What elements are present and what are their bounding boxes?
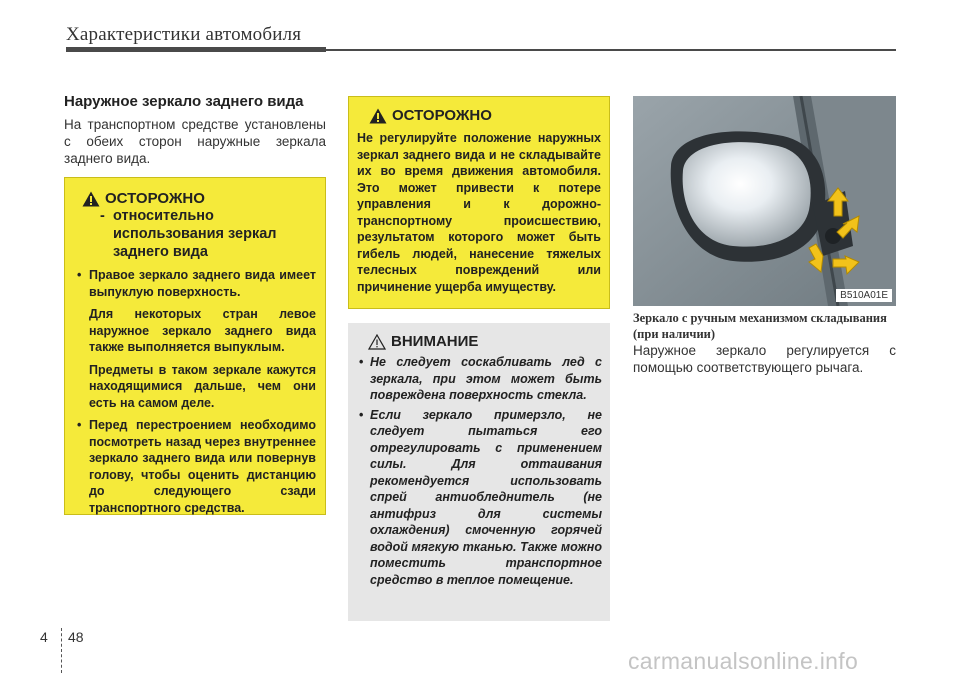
footer-divider (61, 628, 62, 673)
caution-title (368, 333, 602, 350)
caution-triangle-icon (368, 334, 386, 350)
page-number: 48 (68, 629, 84, 645)
warning-subtitle-line2: использования зеркал заднего вида (113, 226, 277, 260)
warning-title-text: ОСТОРОЖНО (392, 107, 492, 124)
figure-caption: Зеркало с ручным механизмом складывания (при наличии) (633, 311, 887, 341)
bullet-icon: • (77, 268, 82, 282)
list-item (74, 417, 316, 516)
figure-code: B510A01E (836, 289, 892, 302)
list-item-text: Правое зеркало заднего вида имеет выпуклую поверхность. (89, 268, 316, 299)
warning-box-mirror-usage (64, 177, 326, 515)
mirror-illustration (633, 96, 896, 306)
list-item (74, 267, 316, 300)
header-rule-thick (66, 47, 326, 52)
header-rule-thin (326, 49, 896, 51)
list-item-paragraph: Для некоторых стран левое наружное зеркало заднего вида также выполняется выпуклым. (89, 307, 316, 354)
warning-triangle-icon (82, 191, 100, 207)
section-heading: Наружное зеркало заднего вида (64, 93, 304, 110)
caution-list (356, 354, 602, 588)
mirror-photo (633, 96, 896, 306)
warning-triangle-icon (369, 108, 387, 124)
list-item (356, 354, 602, 404)
warning-title (82, 190, 316, 207)
warning-box-adjustment (348, 96, 610, 309)
section-intro: На транспортном средстве установлены с обеих сторон наружные зеркала заднего вида. (64, 117, 326, 166)
watermark: carmanualsonline.info (628, 648, 859, 674)
bullet-icon: • (359, 355, 364, 369)
list-item-text: Если зеркало примерзло, не следует пытаться его отрегулировать с применением силы. Для оттаивания рекомендуется использовать спрей антиобледнитель (не антифриз для системы охлаждения) смоченную горячей водой мягкую тканью. Также можно поместить транспортное средство в теплое помещение. (370, 407, 602, 587)
caution-title-text: ВНИМАНИЕ (391, 333, 479, 350)
warning-title (369, 107, 601, 124)
warning-subtitle: - относительно использования зеркал заднего вида (100, 207, 316, 261)
bullet-icon: • (77, 418, 82, 432)
warning-list (74, 417, 316, 516)
warning-subtitle-line1: относительно (113, 208, 214, 224)
caution-box (348, 323, 610, 621)
page-header-title: Характеристики автомобиля (66, 24, 302, 45)
figure-description: Наружное зеркало регулируется с помощью соответствующего рычага. (633, 343, 896, 375)
warning-body: Не регулируйте положение наружных зеркал заднего вида и не складывайте их во время движения автомобиля. Это может привести к потере управления и к дорожно-транспортному происшествию, результатом которого может быть гибель людей, нанесение тяжелых телесных повреждений или причинение ущерба имуществу. (357, 131, 601, 294)
list-item-text: Не следует соскабливать лед с зеркала, при этом может быть повреждена поверхность стекла. (370, 355, 602, 402)
warning-list (74, 267, 316, 300)
list-item (356, 407, 602, 589)
list-item-text: Перед перестроением необходимо посмотреть назад через внутреннее зеркало заднего вида или повернув голову, чтобы оценить дистанцию до следующего сзади транспортного средства. (89, 418, 316, 515)
list-item-paragraph: Предметы в таком зеркале кажутся находящимися дальше, чем они есть на самом деле. (89, 362, 316, 410)
warning-title-text: ОСТОРОЖНО (105, 190, 205, 207)
bullet-icon: • (359, 407, 364, 422)
chapter-number: 4 (40, 629, 48, 645)
